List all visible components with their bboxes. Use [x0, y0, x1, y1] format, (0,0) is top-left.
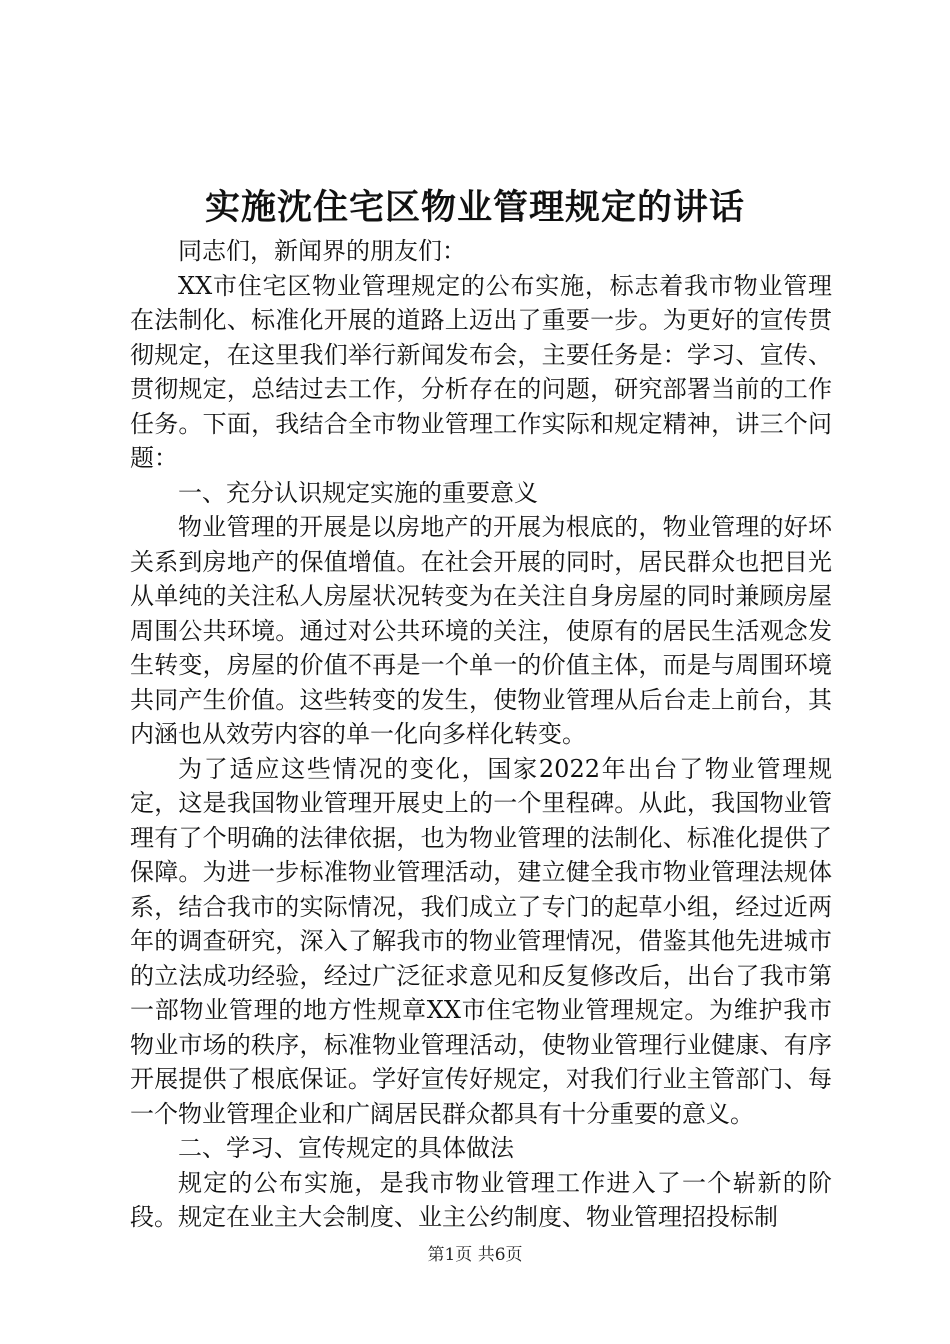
page-number-footer: 第1页 共6页 [427, 1245, 523, 1265]
body-paragraph: 物业管理的开展是以房地产的开展为根底的，物业管理的好坏关系到房地产的保值增值。在社会开展的同时，居民群众也把目光从单纯的关注私人房屋状况转变为在关注自身房屋的同时兼顾房屋周围公共环境。通过对公共环境的关注，使原有的居民生活观念发生转变，房屋的价值不再是一个单一的价值主体，而是与周围环境共同产生价值。这些转变的发生，使物业管理从后台走上前台，其内涵也从效劳内容的单一化向多样化转变。 [130, 513, 832, 748]
document-body [130, 234, 832, 1235]
intro-paragraph: XX市住宅区物业管理规定的公布实施，标志着我市物业管理在法制化、标准化开展的道路上迈出了重要一步。为更好的宣传贯彻规定，在这里我们举行新闻发布会，主要任务是：学习、宣传、贯彻规定，总结过去工作，分析存在的问题，研究部署当前的工作任务。下面，我结合全市物业管理工作实际和规定精神，讲三个问题： [130, 271, 832, 472]
section-heading-2: 二、学习、宣传规定的具体做法 [178, 1134, 514, 1162]
document-title: 实施沈住宅区物业管理规定的讲话 [204, 187, 745, 228]
body-paragraph: 为了适应这些情况的变化，国家2022年出台了物业管理规定，这是我国物业管理开展史上的一个里程碑。从此，我国物业管理有了个明确的法律依据，也为物业管理的法制化、标准化提供了保障。为进一步标准物业管理活动，建立健全我市物业管理法规体系，结合我市的实际情况，我们成立了专门的起草小组，经过近两年的调查研究，深入了解我市的物业管理情况，借鉴其他先进城市的立法成功经验，经过广泛征求意见和反复修改后，出台了我市第一部物业管理的地方性规章XX市住宅物业管理规定。为维护我市物业市场的秩序，标准物业管理活动，使物业管理行业健康、有序开展提供了根底保证。学好宣传好规定，对我们行业主管部门、每一个物业管理企业和广阔居民群众都具有十分重要的意义。 [130, 754, 832, 1128]
salutation-paragraph: 同志们，新闻界的朋友们： [178, 237, 466, 265]
body-paragraph: 规定的公布实施，是我市物业管理工作进入了一个崭新的阶段。规定在业主大会制度、业主公约制度、物业管理招投标制 [130, 1168, 832, 1231]
section-heading-1: 一、充分认识规定实施的重要意义 [178, 478, 538, 507]
